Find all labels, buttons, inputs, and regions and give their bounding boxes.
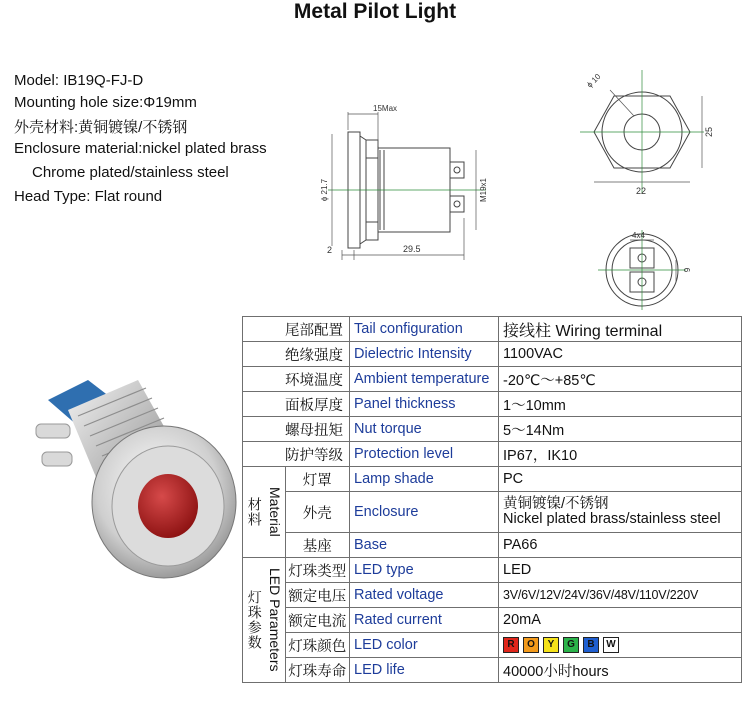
spec-cn: 灯罩 (285, 467, 349, 492)
spec-val: 5～14Nm (499, 417, 742, 442)
spec-val: -20℃～+85℃ (499, 367, 742, 392)
spec-cn: 外壳 (285, 492, 349, 533)
material-group-en: Material (266, 487, 283, 537)
spec-en: Tail configuration (350, 317, 499, 342)
material-en-text: Enclosure material:nickel plated brass (14, 140, 267, 157)
spec-val: IP67，IK10 (499, 442, 742, 467)
dim-15max: 15Max (373, 104, 398, 113)
spec-val: PC (499, 467, 742, 492)
material-en-text-2: Chrome plated/stainless steel (32, 164, 229, 181)
table-row (243, 342, 742, 367)
front-view-drawing (580, 70, 730, 200)
head-type-text: Head Type: Flat round (14, 188, 163, 205)
led-color-swatches (499, 633, 742, 658)
spec-cn: 防护等级 (243, 442, 350, 467)
material-cn-text: 外壳材料:黄铜镀镍/不锈钢 (14, 119, 188, 136)
spec-cn: 基座 (285, 533, 349, 558)
swatch-green: G (563, 637, 579, 653)
mounting-hole-text: Mounting hole size:Φ19mm (14, 94, 197, 111)
spec-en: Protection level (350, 442, 499, 467)
table-row (243, 583, 742, 608)
spec-en: Ambient temperature (350, 367, 499, 392)
spec-en: Panel thickness (350, 392, 499, 417)
spec-val: 3V/6V/12V/24V/36V/48V/110V/220V (499, 583, 742, 608)
material-group-cn: 材料 (246, 496, 263, 527)
led-group-en: LED Parameters (266, 568, 283, 672)
dim-6: 6 (682, 267, 691, 273)
swatch-white: W (603, 637, 619, 653)
spec-cn: 额定电压 (285, 583, 349, 608)
spec-en: LED type (350, 558, 499, 583)
rear-view-drawing (592, 230, 712, 310)
table-row (243, 392, 742, 417)
spec-en: Nut torque (350, 417, 499, 442)
dim-25: 25 (704, 126, 714, 138)
table-row (243, 317, 742, 342)
model-text: Model: IB19Q-FJ-D (14, 72, 144, 89)
page-title: Metal Pilot Light (293, 0, 457, 23)
dim-m19: M19x1 (479, 177, 488, 203)
dim-phi10: ϕ 10 (585, 72, 603, 90)
spec-en: Rated current (350, 608, 499, 633)
spec-cn: 面板厚度 (243, 392, 350, 417)
table-row (243, 417, 742, 442)
spec-cn: 螺母扭矩 (243, 417, 350, 442)
side-view-drawing (318, 100, 498, 270)
dim-2: 2 (327, 245, 333, 255)
spec-val: 1100VAC (499, 342, 742, 367)
spec-en: Dielectric Intensity (350, 342, 499, 367)
swatch-red: R (503, 637, 519, 653)
spec-cn: 灯珠寿命 (285, 658, 349, 683)
swatch-orange: O (523, 637, 539, 653)
spec-val: PA66 (499, 533, 742, 558)
spec-val: 40000小时hours (499, 658, 742, 683)
table-row (243, 558, 742, 583)
material-group-label (243, 467, 286, 558)
led-group-cn: 灯珠参数 (246, 589, 263, 650)
pilot-light-photo (18, 360, 244, 590)
spec-en: LED life (350, 658, 499, 683)
led-group-label (243, 558, 286, 683)
spec-cn: 环境温度 (243, 367, 350, 392)
table-row (243, 492, 742, 533)
spec-val: 接线柱 Wiring terminal (499, 317, 742, 342)
spec-en: Enclosure (350, 492, 499, 533)
dim-4x4: 4x4 (632, 231, 645, 240)
dim-29-5: 29.5 (403, 244, 421, 254)
spec-cn: 灯珠颜色 (285, 633, 349, 658)
table-row (243, 367, 742, 392)
spec-cn: 尾部配置 (243, 317, 350, 342)
spec-table (242, 316, 742, 683)
swatch-blue: B (583, 637, 599, 653)
spec-en: Base (350, 533, 499, 558)
spec-en: Rated voltage (350, 583, 499, 608)
table-row (243, 533, 742, 558)
spec-val: 1～10mm (499, 392, 742, 417)
spec-en: Lamp shade (350, 467, 499, 492)
spec-cn: 绝缘强度 (243, 342, 350, 367)
table-row (243, 608, 742, 633)
dim-22: 22 (636, 186, 647, 196)
table-row (243, 442, 742, 467)
swatch-yellow: Y (543, 637, 559, 653)
enclosure-val-en: Nickel plated brass/stainless steel (503, 511, 721, 527)
table-row (243, 658, 742, 683)
spec-val: LED (499, 558, 742, 583)
table-row (243, 467, 742, 492)
spec-en: LED color (350, 633, 499, 658)
spec-val-multiline (499, 492, 742, 533)
spec-cn: 额定电流 (285, 608, 349, 633)
spec-val: 20mA (499, 608, 742, 633)
enclosure-val-cn: 黄铜镀镍/不锈钢 (503, 496, 609, 512)
dim-21-7: ϕ 21.7 (320, 178, 329, 202)
table-row (243, 633, 742, 658)
spec-cn: 灯珠类型 (285, 558, 349, 583)
